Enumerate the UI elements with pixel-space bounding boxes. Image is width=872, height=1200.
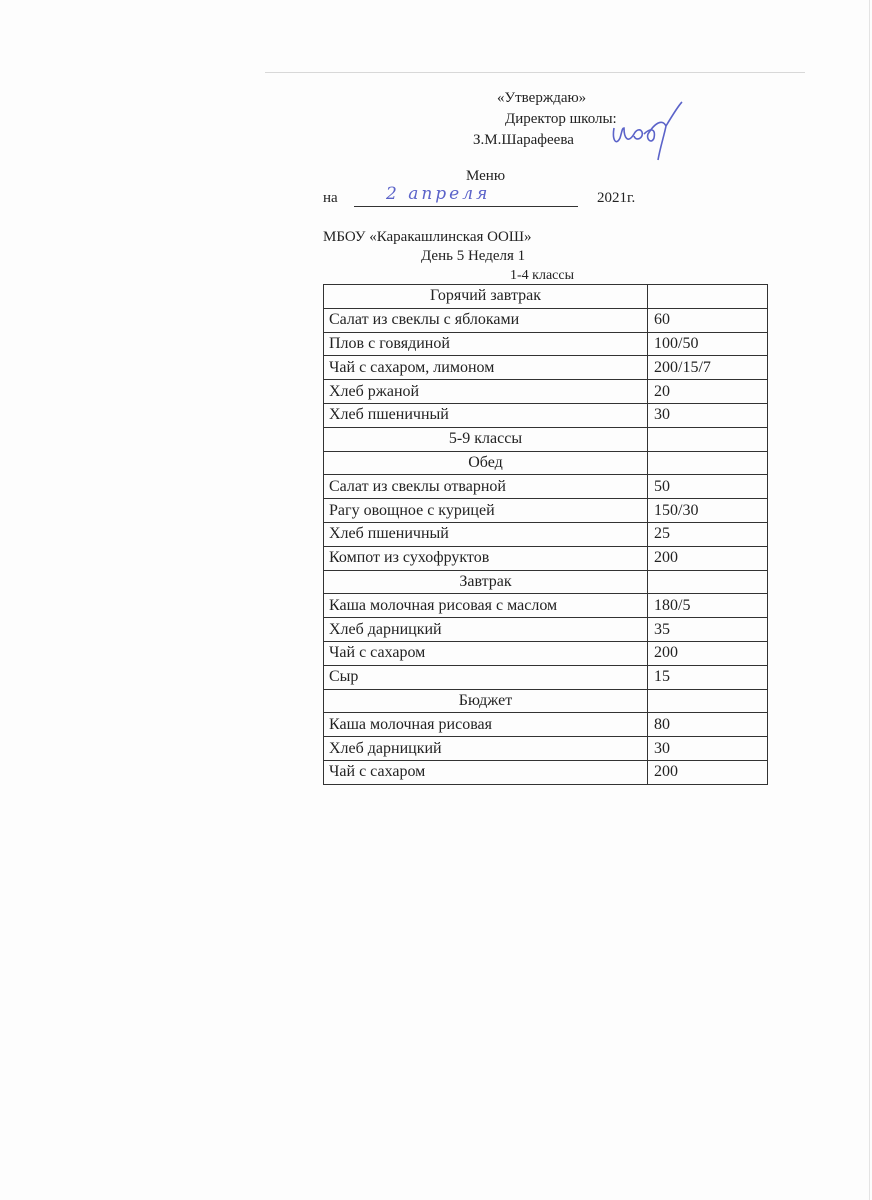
dish-name: Салат из свеклы отварной <box>324 475 648 499</box>
dish-name: Чай с сахаром, лимоном <box>324 356 648 380</box>
dish-name: Каша молочная рисовая <box>324 713 648 737</box>
menu-row <box>324 332 768 356</box>
day-week: День 5 Неделя 1 <box>421 248 526 264</box>
dish-name: Чай с сахаром <box>324 641 648 665</box>
portion-value: 50 <box>648 475 768 499</box>
section-title: Бюджет <box>324 689 648 713</box>
dish-name: Каша молочная рисовая с маслом <box>324 594 648 618</box>
date-year: 2021г. <box>597 190 636 206</box>
portion-value: 20 <box>648 380 768 404</box>
section-header-row <box>324 570 768 594</box>
menu-row <box>324 356 768 380</box>
section-title: 5-9 классы <box>324 427 648 451</box>
grades-1-4: 1-4 классы <box>510 268 574 283</box>
portion-value: 30 <box>648 403 768 427</box>
portion-value <box>648 427 768 451</box>
menu-row <box>324 618 768 642</box>
section-header-row <box>324 451 768 475</box>
dish-name: Чай с сахаром <box>324 760 648 784</box>
portion-value: 100/50 <box>648 332 768 356</box>
menu-row <box>324 546 768 570</box>
date-prefix: на <box>323 190 338 206</box>
portion-value: 60 <box>648 308 768 332</box>
portion-value: 200/15/7 <box>648 356 768 380</box>
dish-name: Хлеб пшеничный <box>324 522 648 546</box>
portion-value: 25 <box>648 522 768 546</box>
dish-name: Рагу овощное с курицей <box>324 499 648 523</box>
dish-name: Хлеб дарницкий <box>324 618 648 642</box>
portion-value: 180/5 <box>648 594 768 618</box>
portion-value: 35 <box>648 618 768 642</box>
menu-row <box>324 308 768 332</box>
section-title: Обед <box>324 451 648 475</box>
director-name: З.М.Шарафеева <box>473 132 574 148</box>
handwritten-date: 2 апреля <box>386 184 491 204</box>
menu-row <box>324 665 768 689</box>
section-title: Завтрак <box>324 570 648 594</box>
menu-row <box>324 760 768 784</box>
portion-value: 200 <box>648 641 768 665</box>
portion-value: 200 <box>648 546 768 570</box>
document-title: Меню <box>466 168 506 184</box>
dish-name: Салат из свеклы с яблоками <box>324 308 648 332</box>
portion-value: 150/30 <box>648 499 768 523</box>
school-name: МБОУ «Каракашлинская ООШ» <box>323 229 532 245</box>
portion-value <box>648 451 768 475</box>
menu-row <box>324 403 768 427</box>
menu-row <box>324 641 768 665</box>
scan-edge <box>265 72 805 73</box>
menu-row <box>324 499 768 523</box>
dish-name: Плов с говядиной <box>324 332 648 356</box>
dish-name: Хлеб ржаной <box>324 380 648 404</box>
section-title: Горячий завтрак <box>324 285 648 309</box>
menu-row <box>324 737 768 761</box>
portion-value <box>648 285 768 309</box>
section-header-row <box>324 427 768 451</box>
portion-value: 80 <box>648 713 768 737</box>
menu-row <box>324 380 768 404</box>
menu-table <box>323 284 768 785</box>
menu-row <box>324 594 768 618</box>
menu-row <box>324 522 768 546</box>
portion-value: 15 <box>648 665 768 689</box>
approval-label: «Утверждаю» <box>497 90 587 106</box>
scan-edge-right <box>869 0 870 1200</box>
director-position: Директор школы: <box>505 111 617 127</box>
menu-row <box>324 475 768 499</box>
dish-name: Хлеб пшеничный <box>324 403 648 427</box>
menu-row <box>324 713 768 737</box>
date-underline <box>354 206 578 207</box>
dish-name: Хлеб дарницкий <box>324 737 648 761</box>
portion-value <box>648 570 768 594</box>
dish-name: Сыр <box>324 665 648 689</box>
dish-name: Компот из сухофруктов <box>324 546 648 570</box>
portion-value <box>648 689 768 713</box>
portion-value: 30 <box>648 737 768 761</box>
director-signature <box>606 98 696 168</box>
section-header-row <box>324 689 768 713</box>
portion-value: 200 <box>648 760 768 784</box>
section-header-row <box>324 285 768 309</box>
